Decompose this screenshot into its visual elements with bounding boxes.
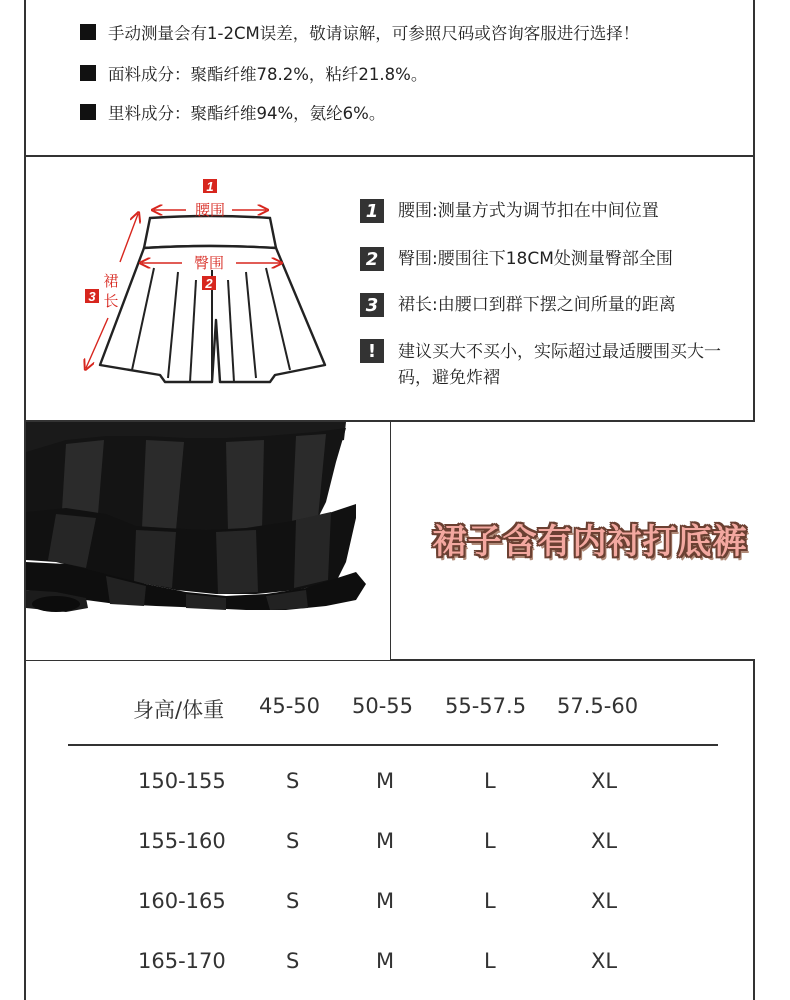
- marker-3-num: 3: [88, 289, 96, 304]
- waist-label: 腰围: [194, 201, 226, 219]
- size-cell: L: [484, 769, 496, 793]
- header-cell: 57.5-60: [557, 694, 639, 718]
- size-cell: M: [376, 889, 395, 913]
- dimension-text: 臀围:腰围往下18CM处测量臀部全围: [398, 249, 673, 269]
- dimension-text: 裙长:由腰口到群下摆之间所量的距离: [398, 295, 676, 315]
- height-cell: 155-160: [138, 829, 226, 853]
- table-header: [68, 694, 718, 734]
- header-cell: 45-50: [259, 694, 321, 718]
- header-cell: 55-57.5: [445, 694, 527, 718]
- length-label-1: 裙: [103, 272, 119, 290]
- size-cell: M: [376, 949, 395, 973]
- bullet-square-icon: [80, 104, 96, 120]
- size-cell: S: [286, 769, 300, 793]
- bullet-square-icon: [80, 24, 96, 40]
- height-cell: 160-165: [138, 889, 226, 913]
- size-cell: L: [484, 949, 496, 973]
- size-cell: XL: [591, 829, 618, 853]
- number-badge: 3: [360, 293, 384, 317]
- header-cell: 50-55: [352, 694, 414, 718]
- dimension-length: [360, 293, 676, 317]
- note-lining: [80, 100, 385, 124]
- size-cell: XL: [591, 889, 618, 913]
- note-measurement-error: [80, 20, 639, 44]
- exclamation-icon: !: [360, 339, 384, 363]
- lining-banner: [395, 510, 785, 566]
- skirt-measurement-diagram: [70, 170, 340, 395]
- number-badge: 2: [360, 247, 384, 271]
- size-cell: M: [376, 769, 395, 793]
- divider-1: [24, 155, 755, 157]
- size-cell: L: [484, 829, 496, 853]
- size-cell: S: [286, 889, 300, 913]
- dimension-text: 腰围:测量方式为调节扣在中间位置: [398, 201, 659, 221]
- note-text: 里料成分：聚酯纤维94%，氨纶6%。: [108, 104, 386, 123]
- dimension-waist: [360, 199, 659, 223]
- size-cell: S: [286, 829, 300, 853]
- dimension-hip: [360, 247, 673, 271]
- bullet-square-icon: [80, 65, 96, 81]
- table-header-rule: [68, 744, 718, 746]
- size-table: [68, 690, 718, 973]
- marker-1-num: 1: [206, 179, 214, 194]
- advice-text: 建议买大不买小，实际超过最适腰围买大一码，避免炸褶: [398, 342, 721, 388]
- note-fabric: [80, 61, 427, 85]
- table-row: [68, 889, 718, 929]
- size-cell: XL: [591, 949, 618, 973]
- size-cell: L: [484, 889, 496, 913]
- hip-label: 臀围: [193, 254, 225, 272]
- right-border-lower: [753, 660, 755, 1000]
- number-badge: 1: [360, 199, 384, 223]
- note-text: 手动测量会有1-2CM误差，敬请谅解，可参照尺码或咨询客服进行选择！: [108, 24, 640, 43]
- size-advice: [360, 339, 728, 391]
- skirt-photo: [26, 422, 390, 660]
- height-cell: 150-155: [138, 769, 226, 793]
- header-cell: 身高/体重: [133, 698, 225, 722]
- size-cell: S: [286, 949, 300, 973]
- size-cell: M: [376, 829, 395, 853]
- banner-text: 裙子含有内衬打底裤: [432, 521, 748, 562]
- right-border: [753, 0, 755, 422]
- skirt-waistband: [144, 216, 276, 248]
- marker-2-num: 2: [205, 276, 213, 291]
- size-cell: XL: [591, 769, 618, 793]
- table-row: [68, 829, 718, 869]
- table-row: [68, 949, 718, 989]
- height-cell: 165-170: [138, 949, 226, 973]
- table-row: [68, 769, 718, 809]
- length-label-2: 长: [103, 292, 119, 310]
- pleated-skirt-illustration: [26, 422, 390, 660]
- note-text: 面料成分：聚酯纤维78.2%，粘纤21.8%。: [108, 65, 428, 84]
